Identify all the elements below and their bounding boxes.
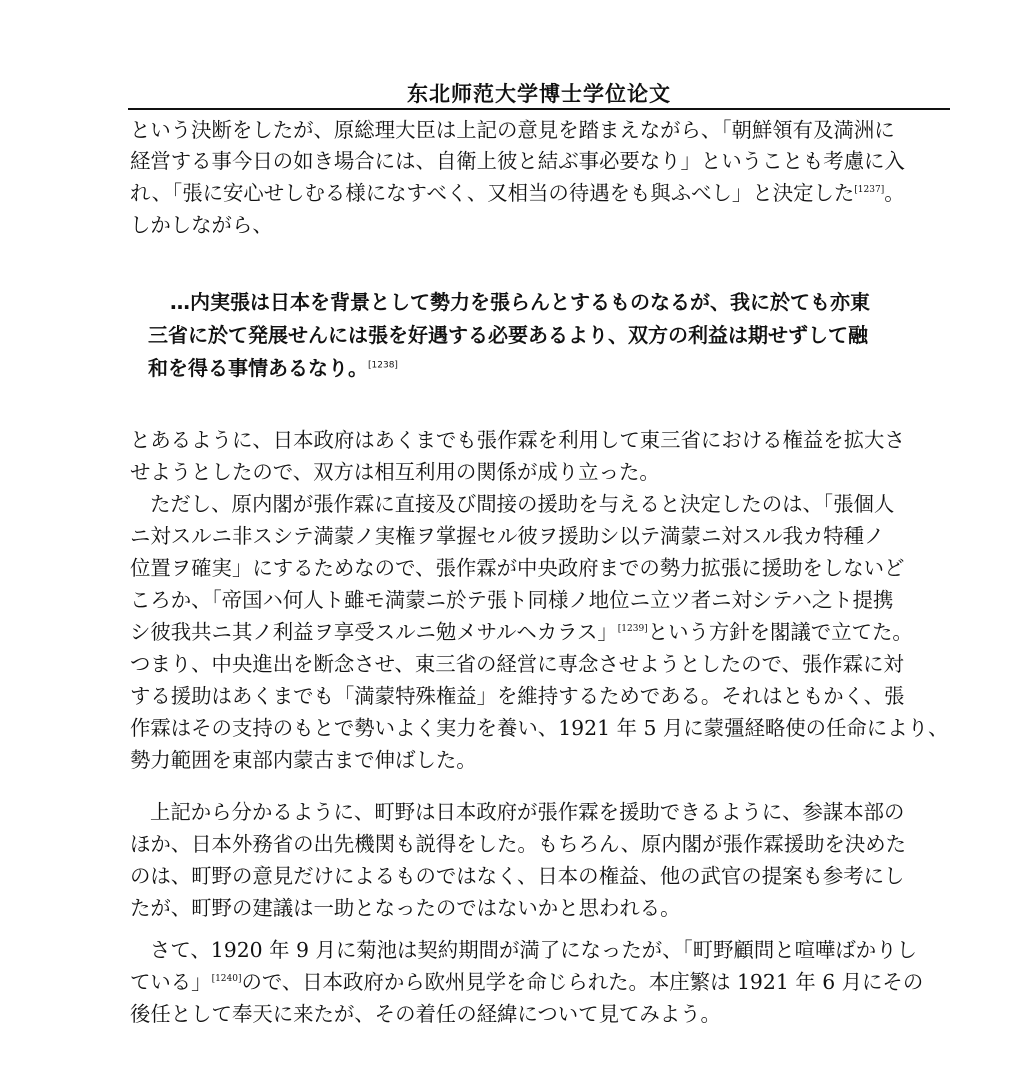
text-span: ている」	[130, 970, 212, 994]
quote-line: …内実張は日本を背景として勢力を張らんとするものなるが、我に於ても亦東	[170, 290, 870, 314]
footnote-ref: [1239]	[617, 624, 648, 635]
text-line: 上記から分かるように、町野は日本政府が張作霖を援助できるように、参謀本部の	[150, 800, 905, 824]
footnote-ref: [1237]	[854, 185, 885, 196]
text-span: ので、日本政府から欧州見学を命じられた。本庄繁は 1921 年 6 月にその	[241, 970, 924, 994]
text-line: 後任として奉天に来たが、その着任の経緯について見てみよう。	[130, 1002, 721, 1026]
header-rule	[128, 108, 950, 110]
text-span: 和を得る事情あるなり。	[148, 356, 368, 380]
text-line: する援助はあくまでも「満蒙特殊権益」を維持するためである。それはともかく、張	[130, 684, 905, 708]
text-line: という決断をしたが、原総理大臣は上記の意見を踏まえながら、「朝鮮領有及満洲に	[130, 118, 895, 142]
text-line: ころか、「帝国ハ何人ト雖モ満蒙ニ於テ張ト同様ノ地位ニ立ツ者ニ対シテハ之ト提携	[130, 588, 894, 612]
text-line: さて、1920 年 9 月に菊池は契約期間が満了になったが、「町野顧問と喧嘩ばかりし	[150, 938, 917, 962]
quote-line: 三省に於て発展せんには張を好遇する必要あるより、双方の利益は期せずして融	[148, 323, 868, 347]
text-line: つまり、中央進出を断念させ、東三省の経営に専念させようとしたので、張作霖に対	[130, 652, 904, 676]
text-line	[130, 968, 950, 998]
text-line	[130, 618, 950, 648]
text-line: 作霖はその支持のもとで勢いよく実力を養い、1921 年 5 月に蒙彊経略使の任命により、	[130, 716, 949, 740]
text-span: れ、「張に安心せしむる様になすべく、又相当の待遇をも與ふべし」と決定した	[130, 181, 855, 205]
text-line	[130, 179, 950, 209]
text-line: とあるように、日本政府はあくまでも張作霖を利用して東三省における権益を拡大さ	[130, 428, 905, 452]
text-line: しかしながら、	[130, 213, 273, 237]
quote-line	[148, 354, 950, 384]
text-span: シ彼我共ニ其ノ利益ヲ享受スルニ勉メサルヘカラス」	[130, 620, 618, 644]
text-span: 。	[884, 181, 905, 205]
text-line: ニ対スルニ非スシテ満蒙ノ実権ヲ掌握セル彼ヲ援助シ以テ満蒙ニ対スル我カ特種ノ	[130, 524, 885, 548]
text-line: ほか、日本外務省の出先機関も説得をした。もちろん、原内閣が張作霖援助を決めた	[130, 832, 907, 856]
footnote-ref: [1238]	[368, 360, 398, 371]
footnote-ref: [1240]	[211, 974, 242, 985]
text-span: という方針を閣議で立てた。	[647, 620, 913, 644]
text-line: のは、町野の意見だけによるものではなく、日本の権益、他の武官の提案も参考にし	[130, 864, 905, 888]
text-line: たが、町野の建議は一助となったのではないかと思われる。	[130, 896, 681, 920]
text-line: 位置ヲ確実」にするためなので、張作霖が中央政府までの勢力拡張に援助をしないど	[130, 556, 905, 580]
text-line: せようとしたので、双方は相互利用の関係が成り立った。	[130, 460, 660, 484]
text-line: ただし、原内閣が張作霖に直接及び間接の援助を与えると決定したのは、「張個人	[150, 492, 895, 516]
text-line: 勢力範囲を東部内蒙古まで伸ばした。	[130, 748, 477, 772]
text-line: 経営する事今日の如き場合には、自衛上彼と結ぶ事必要なり」ということも考慮に入	[130, 149, 905, 173]
page-header-title: 东北师范大学博士学位论文	[407, 82, 671, 106]
